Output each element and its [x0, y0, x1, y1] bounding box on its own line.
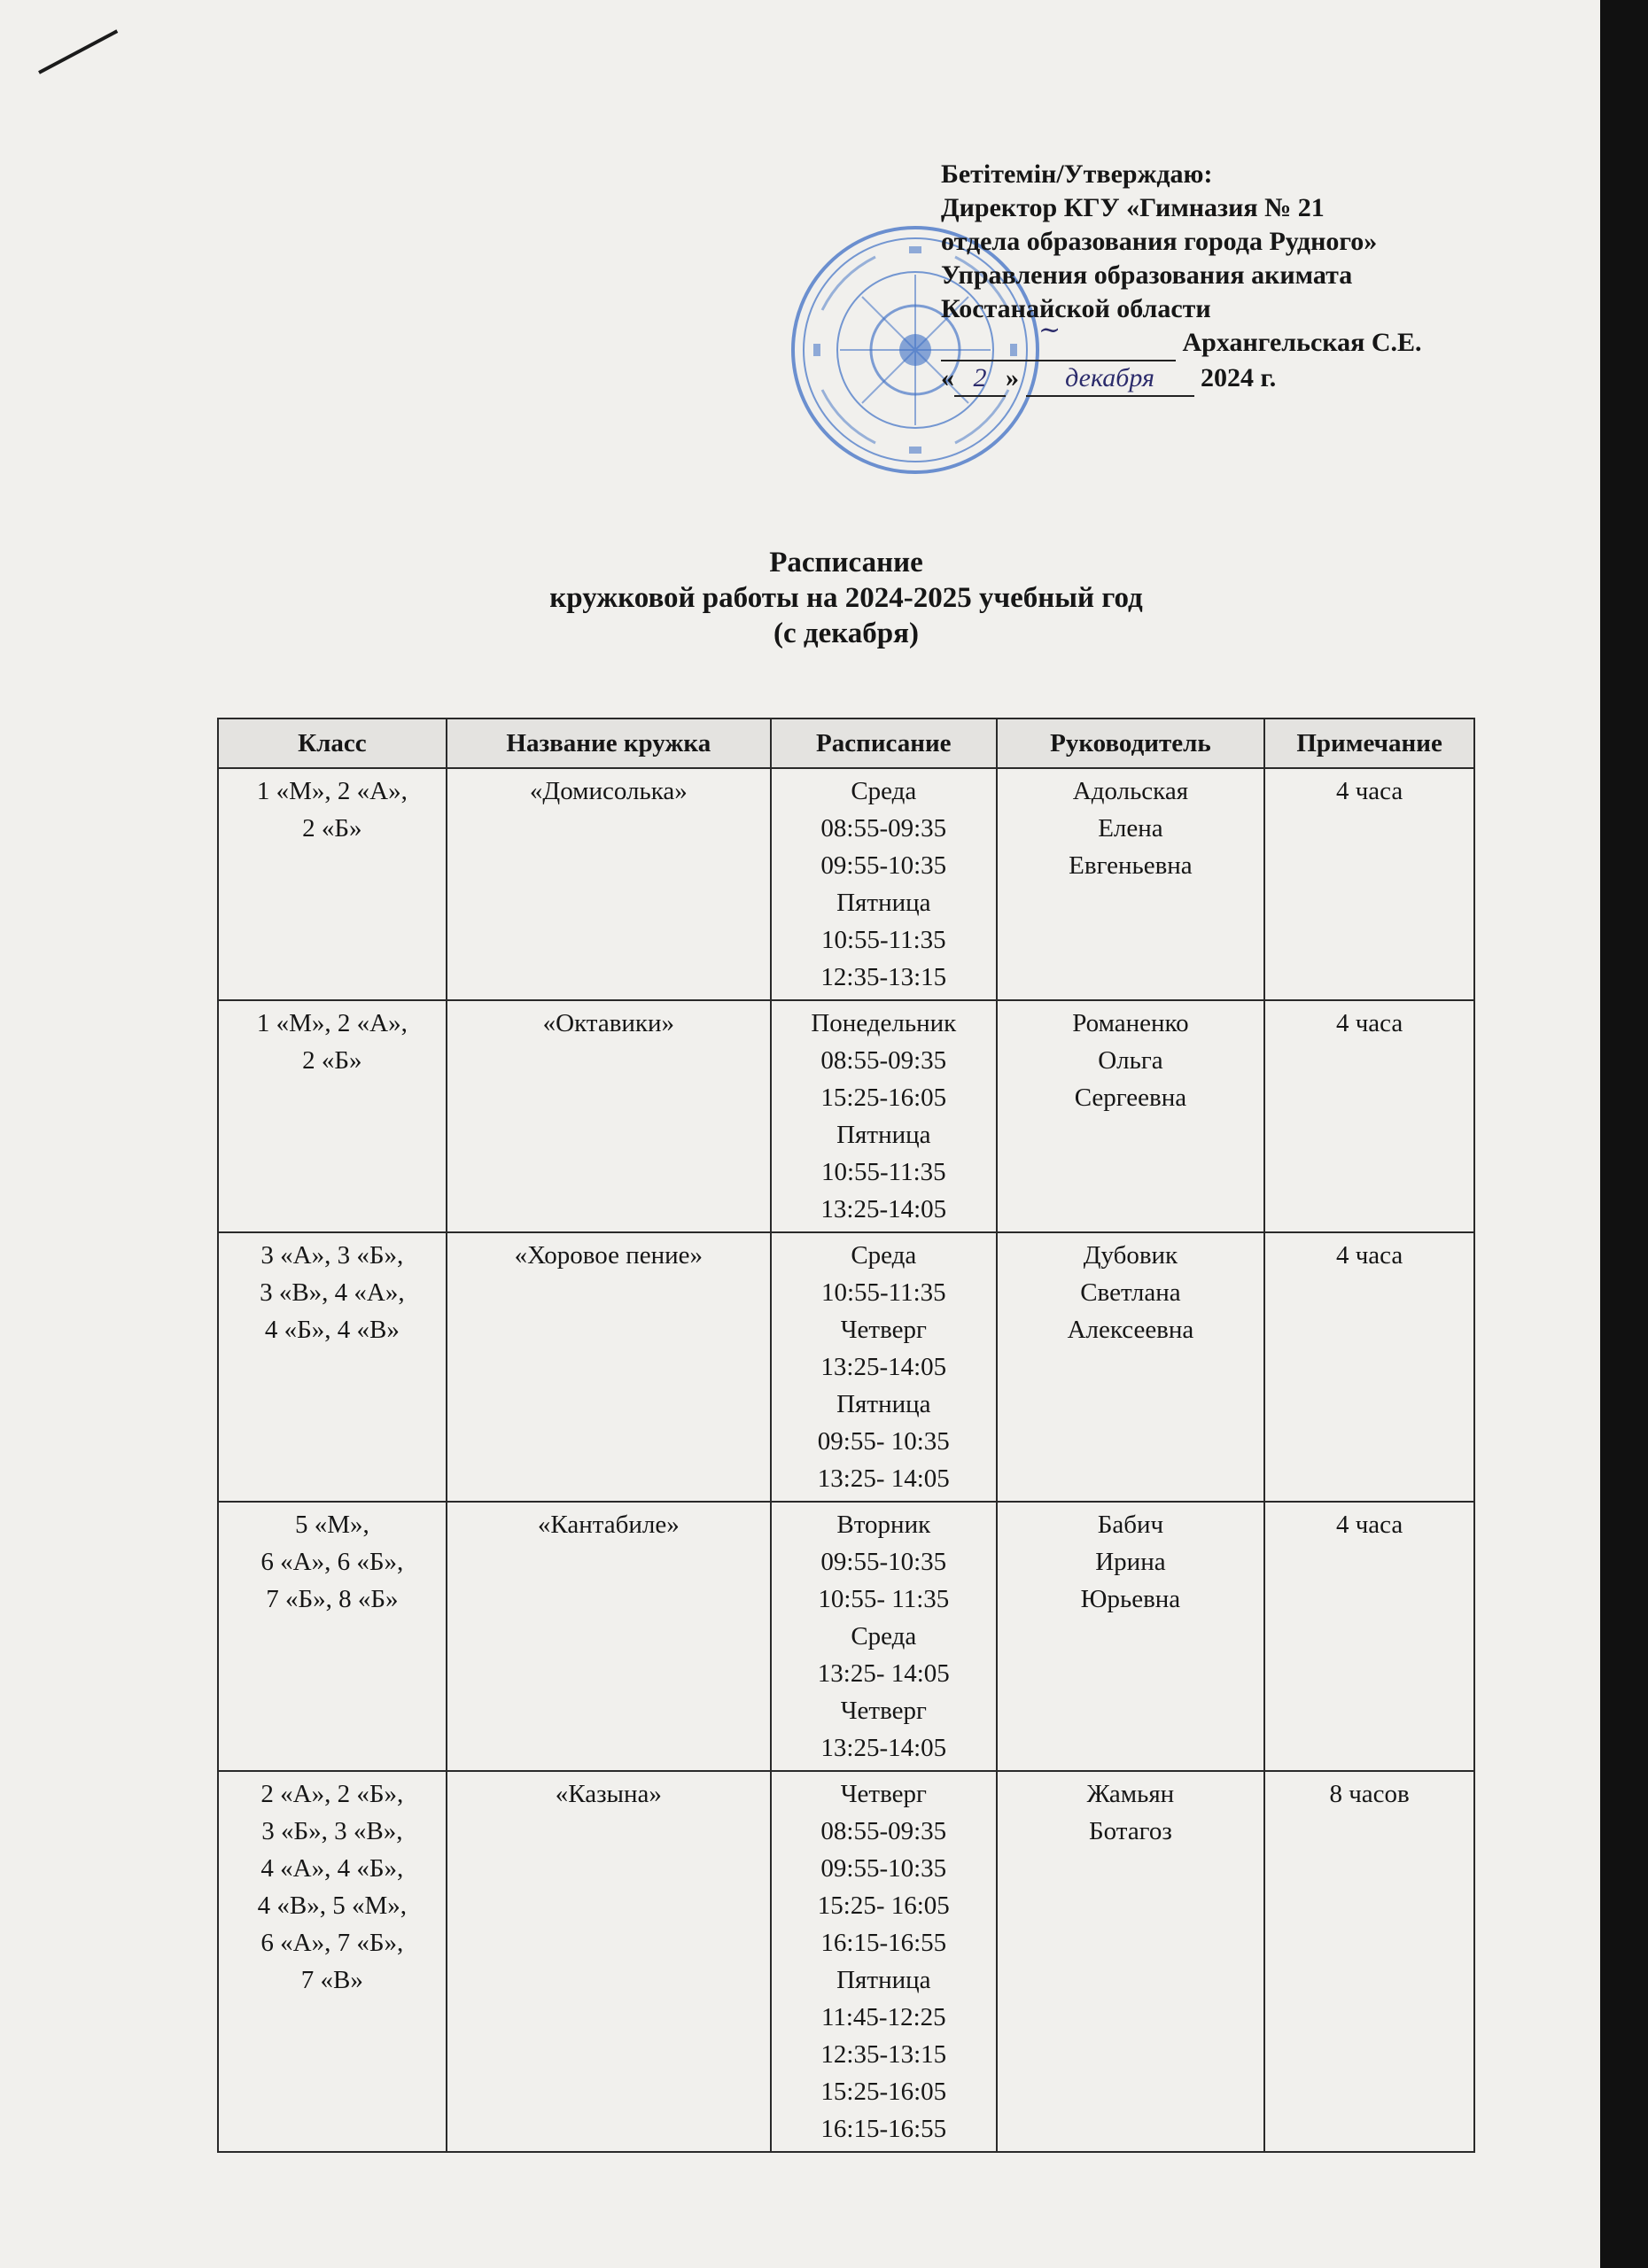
- table-row: [218, 1000, 1474, 1232]
- cell-class: 1 «М», 2 «А», 2 «Б»: [218, 768, 447, 1000]
- table-row: [218, 1502, 1474, 1771]
- cell-leader: Адольская Елена Евгеньевна: [997, 768, 1265, 1000]
- cell-schedule: Понедельник 08:55-09:35 15:25-16:05 Пятница 10:55-11:35 13:25-14:05: [771, 1000, 997, 1232]
- handwritten-signature: ~: [1038, 315, 1061, 346]
- header-club-name: Название кружка: [447, 718, 771, 768]
- cell-leader: Романенко Ольга Сергеевна: [997, 1000, 1265, 1232]
- cell-schedule: Вторник 09:55-10:35 10:55- 11:35 Среда 13:25- 14:05 Четверг 13:25-14:05: [771, 1502, 997, 1771]
- cell-class: 2 «А», 2 «Б», 3 «Б», 3 «В», 4 «А», 4 «Б», 4 «В», 5 «М», 6 «А», 7 «Б», 7 «В»: [218, 1771, 447, 2152]
- cell-leader: Дубовик Светлана Алексеевна: [997, 1232, 1265, 1502]
- cell-note: 4 часа: [1264, 1232, 1474, 1502]
- date-year: 2024 г.: [1201, 363, 1277, 392]
- approval-heading: Бетітемін/Утверждаю:: [941, 159, 1213, 189]
- approval-line-1: Директор КГУ «Гимназия № 21: [941, 193, 1325, 222]
- signer-name: Архангельская С.Е.: [1182, 328, 1422, 357]
- header-schedule: Расписание: [771, 718, 997, 768]
- header-leader: Руководитель: [997, 718, 1265, 768]
- cell-schedule: Среда 08:55-09:35 09:55-10:35 Пятница 10:55-11:35 12:35-13:15: [771, 768, 997, 1000]
- cell-club-name: «Казына»: [447, 1771, 771, 2152]
- cell-club-name: «Октавики»: [447, 1000, 771, 1232]
- table-row: [218, 1232, 1474, 1502]
- approval-line-2: отдела образования города Рудного»: [941, 227, 1378, 256]
- table-row: [218, 768, 1474, 1000]
- cell-note: 4 часа: [1264, 1502, 1474, 1771]
- cell-leader: Бабич Ирина Юрьевна: [997, 1502, 1265, 1771]
- approval-date: [941, 361, 1490, 397]
- cell-note: 8 часов: [1264, 1771, 1474, 2152]
- date-close-quote: »: [1006, 363, 1019, 392]
- approval-block: [941, 158, 1490, 397]
- signature-row: [941, 315, 1490, 361]
- cell-schedule: Четверг 08:55-09:35 09:55-10:35 15:25- 16:05 16:15-16:55 Пятница 11:45-12:25 12:35-13:15 15:25-16:05 16:15-16:55: [771, 1771, 997, 2152]
- cell-note: 4 часа: [1264, 1000, 1474, 1232]
- cell-club-name: «Кантабиле»: [447, 1502, 771, 1771]
- cell-leader: Жамьян Ботагоз: [997, 1771, 1265, 2152]
- title-line-2: кружковой работы на 2024-2025 учебный год: [549, 582, 1143, 614]
- header-note: Примечание: [1264, 718, 1474, 768]
- schedule-table: [217, 718, 1475, 2153]
- cell-club-name: «Хоровое пение»: [447, 1232, 771, 1502]
- approval-line-3: Управления образования акимата: [941, 260, 1353, 290]
- scan-dark-edge: [1600, 0, 1648, 2268]
- cell-schedule: Среда 10:55-11:35 Четверг 13:25-14:05 Пятница 09:55- 10:35 13:25- 14:05: [771, 1232, 997, 1502]
- cell-class: 3 «А», 3 «Б», 3 «В», 4 «А», 4 «Б», 4 «В»: [218, 1232, 447, 1502]
- cell-class: 1 «М», 2 «А», 2 «Б»: [218, 1000, 447, 1232]
- signature-line: [941, 315, 1176, 361]
- cell-note: 4 часа: [1264, 768, 1474, 1000]
- pen-mark: [38, 29, 118, 74]
- date-open-quote: «: [941, 363, 954, 392]
- approval-line-4: Костанайской области: [941, 294, 1211, 323]
- cell-class: 5 «М», 6 «А», 6 «Б», 7 «Б», 8 «Б»: [218, 1502, 447, 1771]
- table-header-row: [218, 718, 1474, 768]
- document-title: [217, 545, 1475, 651]
- date-day: 2: [954, 361, 1006, 397]
- cell-club-name: «Домисолька»: [447, 768, 771, 1000]
- title-line-1: Расписание: [769, 547, 923, 579]
- header-class: Класс: [218, 718, 447, 768]
- date-month: декабря: [1026, 361, 1194, 397]
- title-line-3: (с декабря): [773, 617, 919, 649]
- table-row: [218, 1771, 1474, 2152]
